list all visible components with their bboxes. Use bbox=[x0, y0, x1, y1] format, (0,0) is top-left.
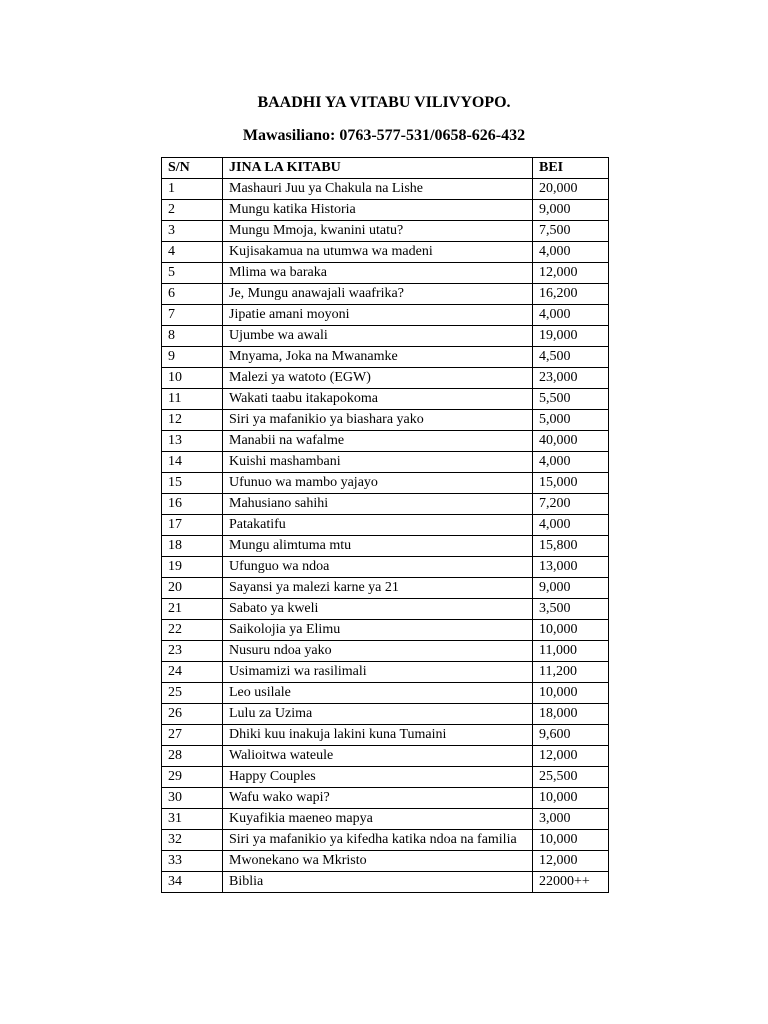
cell-book-name: Mnyama, Joka na Mwanamke bbox=[223, 347, 533, 368]
cell-book-name: Jipatie amani moyoni bbox=[223, 305, 533, 326]
cell-price: 12,000 bbox=[533, 851, 609, 872]
cell-sn: 14 bbox=[162, 452, 223, 473]
cell-sn: 1 bbox=[162, 179, 223, 200]
cell-sn: 12 bbox=[162, 410, 223, 431]
cell-book-name: Ufunuo wa mambo yajayo bbox=[223, 473, 533, 494]
cell-book-name: Biblia bbox=[223, 872, 533, 893]
cell-price: 4,000 bbox=[533, 242, 609, 263]
cell-book-name: Kujisakamua na utumwa wa madeni bbox=[223, 242, 533, 263]
cell-price: 15,000 bbox=[533, 473, 609, 494]
cell-sn: 24 bbox=[162, 662, 223, 683]
cell-sn: 19 bbox=[162, 557, 223, 578]
cell-price: 20,000 bbox=[533, 179, 609, 200]
cell-price: 4,000 bbox=[533, 452, 609, 473]
cell-price: 10,000 bbox=[533, 683, 609, 704]
table-row bbox=[162, 284, 609, 305]
cell-sn: 16 bbox=[162, 494, 223, 515]
table-row bbox=[162, 557, 609, 578]
cell-book-name: Mlima wa baraka bbox=[223, 263, 533, 284]
table-row bbox=[162, 242, 609, 263]
table-row bbox=[162, 452, 609, 473]
cell-book-name: Saikolojia ya Elimu bbox=[223, 620, 533, 641]
cell-book-name: Kuyafikia maeneo mapya bbox=[223, 809, 533, 830]
table-row bbox=[162, 809, 609, 830]
table-row bbox=[162, 767, 609, 788]
header-price: BEI bbox=[533, 158, 609, 179]
cell-sn: 30 bbox=[162, 788, 223, 809]
cell-book-name: Siri ya mafanikio ya kifedha katika ndoa na familia bbox=[223, 830, 533, 851]
cell-sn: 31 bbox=[162, 809, 223, 830]
table-row bbox=[162, 431, 609, 452]
cell-sn: 5 bbox=[162, 263, 223, 284]
cell-price: 10,000 bbox=[533, 620, 609, 641]
cell-book-name: Kuishi mashambani bbox=[223, 452, 533, 473]
cell-sn: 25 bbox=[162, 683, 223, 704]
cell-book-name: Mahusiano sahihi bbox=[223, 494, 533, 515]
cell-sn: 20 bbox=[162, 578, 223, 599]
cell-price: 13,000 bbox=[533, 557, 609, 578]
table-row bbox=[162, 536, 609, 557]
cell-price: 10,000 bbox=[533, 830, 609, 851]
cell-sn: 4 bbox=[162, 242, 223, 263]
header-sn: S/N bbox=[162, 158, 223, 179]
cell-sn: 9 bbox=[162, 347, 223, 368]
cell-book-name: Wafu wako wapi? bbox=[223, 788, 533, 809]
cell-price: 19,000 bbox=[533, 326, 609, 347]
table-row bbox=[162, 410, 609, 431]
cell-sn: 29 bbox=[162, 767, 223, 788]
table-row bbox=[162, 725, 609, 746]
cell-price: 4,000 bbox=[533, 305, 609, 326]
cell-sn: 33 bbox=[162, 851, 223, 872]
cell-price: 22000++ bbox=[533, 872, 609, 893]
cell-price: 23,000 bbox=[533, 368, 609, 389]
cell-sn: 2 bbox=[162, 200, 223, 221]
cell-book-name: Wakati taabu itakapokoma bbox=[223, 389, 533, 410]
cell-book-name: Siri ya mafanikio ya biashara yako bbox=[223, 410, 533, 431]
cell-price: 4,500 bbox=[533, 347, 609, 368]
cell-sn: 26 bbox=[162, 704, 223, 725]
cell-book-name: Mwonekano wa Mkristo bbox=[223, 851, 533, 872]
cell-sn: 10 bbox=[162, 368, 223, 389]
header-book-name: JINA LA KITABU bbox=[223, 158, 533, 179]
cell-price: 10,000 bbox=[533, 788, 609, 809]
table-row bbox=[162, 830, 609, 851]
cell-price: 12,000 bbox=[533, 263, 609, 284]
cell-book-name: Lulu za Uzima bbox=[223, 704, 533, 725]
contact-line: Mawasiliano: 0763-577-531/0658-626-432 bbox=[242, 127, 526, 144]
table-row bbox=[162, 872, 609, 893]
table-body bbox=[162, 179, 609, 893]
cell-price: 5,000 bbox=[533, 410, 609, 431]
table-row bbox=[162, 221, 609, 242]
table-row bbox=[162, 515, 609, 536]
cell-sn: 23 bbox=[162, 641, 223, 662]
cell-book-name: Sabato ya kweli bbox=[223, 599, 533, 620]
cell-book-name: Dhiki kuu inakuja lakini kuna Tumaini bbox=[223, 725, 533, 746]
cell-book-name: Sayansi ya malezi karne ya 21 bbox=[223, 578, 533, 599]
cell-sn: 27 bbox=[162, 725, 223, 746]
table-row bbox=[162, 473, 609, 494]
cell-sn: 21 bbox=[162, 599, 223, 620]
cell-sn: 22 bbox=[162, 620, 223, 641]
cell-book-name: Usimamizi wa rasilimali bbox=[223, 662, 533, 683]
cell-price: 5,500 bbox=[533, 389, 609, 410]
cell-book-name: Mashauri Juu ya Chakula na Lishe bbox=[223, 179, 533, 200]
cell-book-name: Mungu Mmoja, kwanini utatu? bbox=[223, 221, 533, 242]
cell-book-name: Leo usilale bbox=[223, 683, 533, 704]
cell-price: 7,200 bbox=[533, 494, 609, 515]
cell-price: 11,000 bbox=[533, 641, 609, 662]
cell-book-name: Patakatifu bbox=[223, 515, 533, 536]
cell-sn: 18 bbox=[162, 536, 223, 557]
cell-book-name: Mungu katika Historia bbox=[223, 200, 533, 221]
cell-book-name: Malezi ya watoto (EGW) bbox=[223, 368, 533, 389]
cell-sn: 3 bbox=[162, 221, 223, 242]
cell-price: 18,000 bbox=[533, 704, 609, 725]
cell-book-name: Walioitwa wateule bbox=[223, 746, 533, 767]
table-header-row bbox=[162, 158, 609, 179]
cell-book-name: Je, Mungu anawajali waafrika? bbox=[223, 284, 533, 305]
cell-book-name: Ufunguo wa ndoa bbox=[223, 557, 533, 578]
cell-price: 9,000 bbox=[533, 200, 609, 221]
cell-price: 3,000 bbox=[533, 809, 609, 830]
cell-price: 7,500 bbox=[533, 221, 609, 242]
book-price-table bbox=[161, 157, 609, 893]
table-row bbox=[162, 179, 609, 200]
table-row bbox=[162, 746, 609, 767]
cell-sn: 32 bbox=[162, 830, 223, 851]
cell-sn: 7 bbox=[162, 305, 223, 326]
cell-sn: 28 bbox=[162, 746, 223, 767]
cell-price: 12,000 bbox=[533, 746, 609, 767]
table-row bbox=[162, 851, 609, 872]
cell-sn: 34 bbox=[162, 872, 223, 893]
cell-price: 4,000 bbox=[533, 515, 609, 536]
table-row bbox=[162, 662, 609, 683]
table-row bbox=[162, 788, 609, 809]
cell-book-name: Manabii na wafalme bbox=[223, 431, 533, 452]
table-row bbox=[162, 494, 609, 515]
cell-price: 25,500 bbox=[533, 767, 609, 788]
table-row bbox=[162, 347, 609, 368]
table-row bbox=[162, 578, 609, 599]
document-title: BAADHI YA VITABU VILIVYOPO. bbox=[257, 94, 511, 111]
cell-price: 40,000 bbox=[533, 431, 609, 452]
table-row bbox=[162, 326, 609, 347]
cell-sn: 11 bbox=[162, 389, 223, 410]
cell-sn: 6 bbox=[162, 284, 223, 305]
table-row bbox=[162, 683, 609, 704]
table-row bbox=[162, 305, 609, 326]
cell-price: 9,600 bbox=[533, 725, 609, 746]
cell-price: 16,200 bbox=[533, 284, 609, 305]
cell-price: 3,500 bbox=[533, 599, 609, 620]
table-row bbox=[162, 704, 609, 725]
table-row bbox=[162, 200, 609, 221]
table-row bbox=[162, 263, 609, 284]
table-row bbox=[162, 389, 609, 410]
cell-book-name: Nusuru ndoa yako bbox=[223, 641, 533, 662]
cell-price: 11,200 bbox=[533, 662, 609, 683]
cell-sn: 13 bbox=[162, 431, 223, 452]
table-row bbox=[162, 599, 609, 620]
cell-price: 15,800 bbox=[533, 536, 609, 557]
table-row bbox=[162, 368, 609, 389]
cell-sn: 15 bbox=[162, 473, 223, 494]
table-row bbox=[162, 641, 609, 662]
cell-book-name: Ujumbe wa awali bbox=[223, 326, 533, 347]
cell-sn: 8 bbox=[162, 326, 223, 347]
table-row bbox=[162, 620, 609, 641]
cell-price: 9,000 bbox=[533, 578, 609, 599]
cell-book-name: Mungu alimtuma mtu bbox=[223, 536, 533, 557]
cell-book-name: Happy Couples bbox=[223, 767, 533, 788]
cell-sn: 17 bbox=[162, 515, 223, 536]
